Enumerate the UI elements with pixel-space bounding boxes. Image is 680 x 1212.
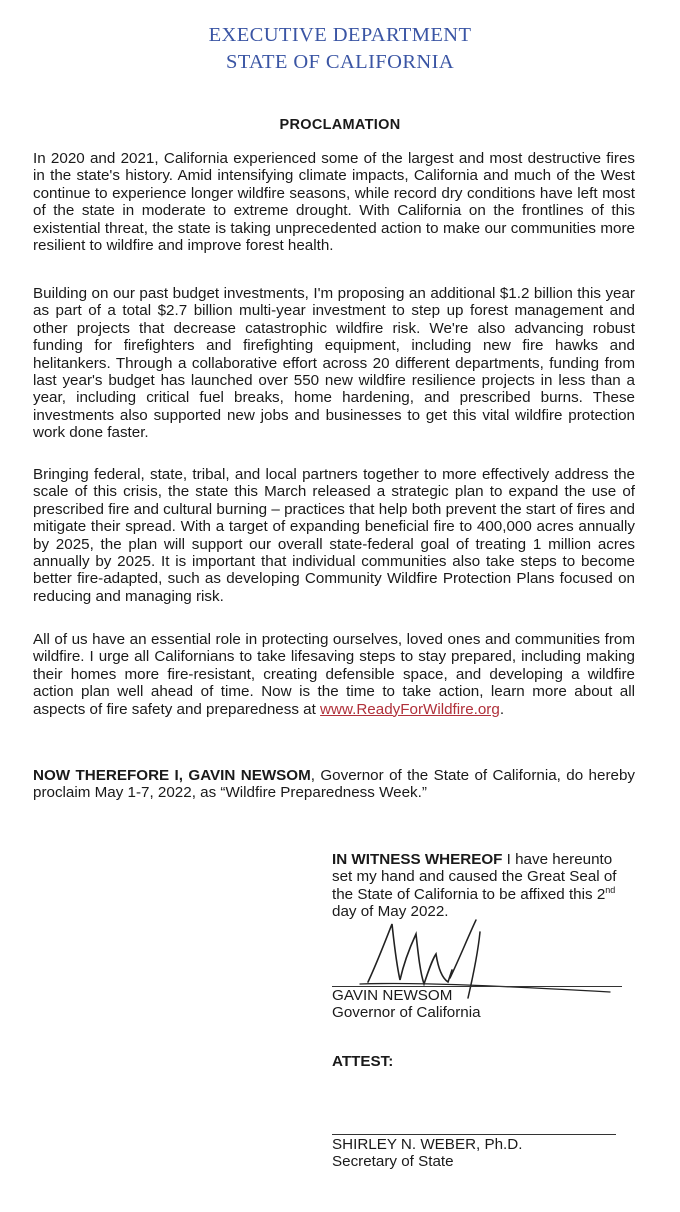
paragraph-3: Bringing federal, state, tribal, and local partners together to more effectively address the scale of this crisis, the state this March released a strategic plan to expand the use of prescribed fire and cultural burning – practices that help both prevent the start of fires and mitigate their spread. With a target of expanding beneficial fire to 400,000 acres annually by 2025, the plan will support our overall state-federal goal of treating 1 million acres annually by 2025. It is important that individual communities also take steps to become better fire-adapted, such as developing Community Wildfire Protection Plans focused on reducing and managing risk. [33, 466, 635, 605]
governor-name: GAVIN NEWSOM [332, 987, 453, 1004]
paragraph-4-end: . [499, 700, 505, 718]
department-header [0, 22, 680, 76]
document-title: PROCLAMATION [279, 117, 401, 133]
ready-for-wildfire-link[interactable]: www.ReadyForWildfire.org [320, 700, 500, 718]
proclamation-lead: NOW THEREFORE I, GAVIN NEWSOM [33, 767, 311, 784]
witness-text: I have hereunto set my hand and caused the Great Seal of the State of California to be affixed this 2 [332, 851, 617, 903]
paragraph-4-text: All of us have an essential role in protecting ourselves, loved ones and communities from wildfire. I urge all Californians to take lifesaving steps to stay prepared, including making their homes more fire-resistant, creating defensible space, and developing a wildfire action plan well ahead of time. Now is the time to take action, learn more about all aspects of fire safety and preparedness at [33, 631, 635, 718]
proclamation-text: , Governor of the State of California, do hereby proclaim May 1-7, 2022, as “Wildfire Preparedness Week.” [33, 767, 635, 802]
proclamation-statement [33, 767, 635, 802]
paragraph-4 [33, 631, 635, 718]
paragraph-2: Building on our past budget investments, I'm proposing an additional $1.2 billion this year as part of a total $2.7 billion multi-year investment to step up forest management and other projects that decrease catastrophic wildfire risk. We're also advancing robust funding for firefighters and firefighting equipment, including new fire hawks and helitankers. Through a collaborative effort across 20 different departments, funding from last year's budget has launched over 550 new wildfire resilience projects in less than a year, including critical fuel breaks, home hardening, and prescribed burns. These investments also supported new jobs and businesses to get this vital wildfire protection work done faster. [33, 285, 635, 442]
witness-lead: IN WITNESS WHEREOF [332, 851, 503, 868]
witness-block [332, 851, 632, 921]
attest-label: ATTEST: [332, 1053, 394, 1070]
witness-superscript: nd [605, 884, 616, 895]
governor-title: Governor of California [332, 1004, 481, 1022]
secretary-signature-line [332, 1134, 616, 1135]
governor-block [332, 987, 632, 1022]
header-line-department: EXECUTIVE DEPARTMENT [208, 24, 472, 46]
secretary-title: Secretary of State [332, 1153, 454, 1171]
secretary-name: SHIRLEY N. WEBER, Ph.D. [332, 1136, 523, 1153]
paragraph-1: In 2020 and 2021, California experienced some of the largest and most destructive fires in the state's history. Amid intensifying climate impacts, California and much of the West continue to experience longer wildfire seasons, while record dry conditions have left most of the state in moderate to extreme drought. With California on the frontlines of this existential threat, the state is taking unprecedented action to make our communities more resilient to wildfire and improve forest health. [33, 150, 635, 255]
witness-end: day of May 2022. [332, 903, 449, 921]
header-line-state: STATE OF CALIFORNIA [225, 51, 455, 73]
secretary-block [332, 1136, 632, 1171]
